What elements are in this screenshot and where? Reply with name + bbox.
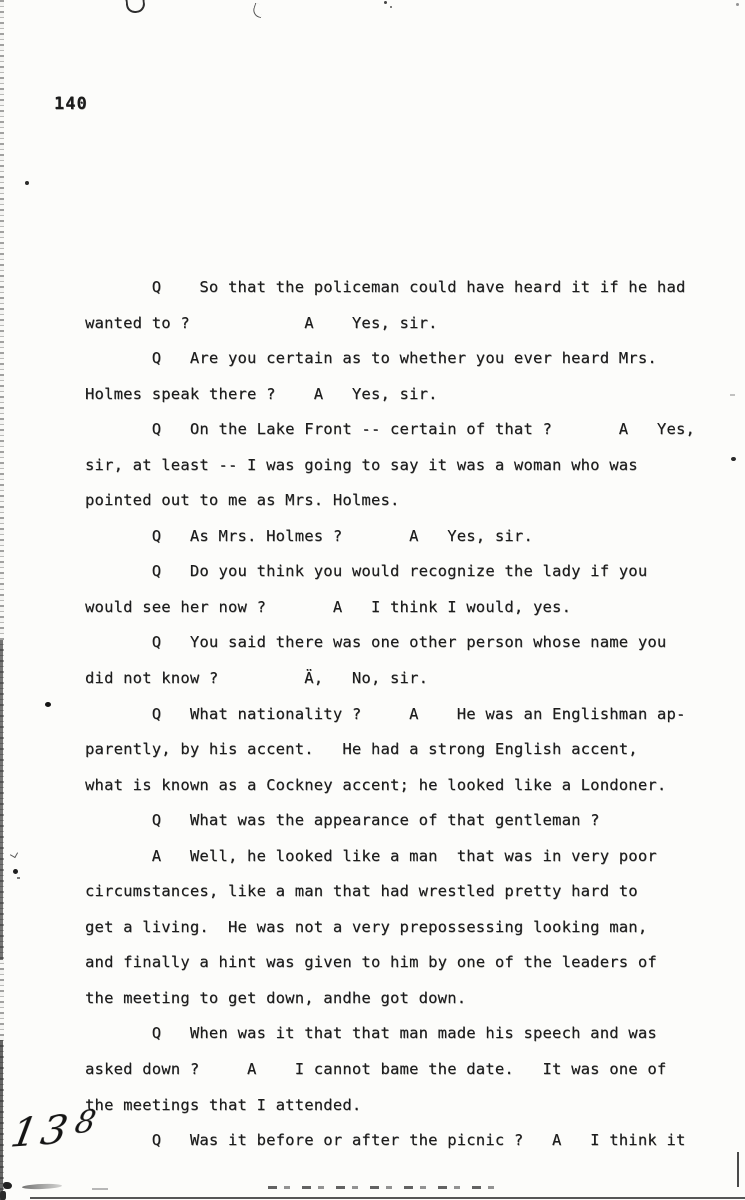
ink-dot-right-margin xyxy=(731,457,736,461)
scan-line-right-margin xyxy=(737,1152,739,1187)
transcript-line: Q On the Lake Front -- certain of that ? A Yes, xyxy=(85,420,696,439)
transcript-line: Q As Mrs. Holmes ? A Yes, sir. xyxy=(85,526,533,545)
ink-mark-left-margin xyxy=(17,877,20,879)
ink-dot-left-margin xyxy=(13,869,18,874)
scan-edge-strip-dark-2 xyxy=(0,1040,3,1200)
faint-dash-bottom xyxy=(92,1188,108,1190)
transcript-line: would see her now ? A I think I would, yes. xyxy=(85,597,572,616)
transcript-line: Holmes speak there ? A Yes, sir. xyxy=(85,384,438,403)
handwritten-page-number xyxy=(7,1104,99,1157)
ink-mark-left-margin xyxy=(10,850,18,858)
transcript-line: Q When was it that that man made his speech and was xyxy=(85,1024,657,1043)
transcript-line: pointed out to me as Mrs. Holmes. xyxy=(85,491,400,510)
transcript-line: Q You said there was one other person whose name you xyxy=(85,633,667,652)
transcript-line: and finally a hint was given to him by one of the leaders of xyxy=(85,953,657,972)
ink-speck xyxy=(384,1,387,4)
ink-smudge-bottom-left xyxy=(22,1183,62,1189)
ink-blob-bottom-left xyxy=(0,1191,6,1200)
transcript-line: the meeting to get down, andhe got down. xyxy=(85,988,467,1007)
transcript-line: the meetings that I attended. xyxy=(85,1095,362,1114)
transcript-line: asked down ? A I cannot bame the date. It was one of xyxy=(85,1060,667,1079)
transcript-line: wanted to ? A Yes, sir. xyxy=(85,313,438,332)
transcript-line: Q So that the policeman could have heard it if he had xyxy=(85,278,686,296)
scan-edge-strip-left xyxy=(0,0,4,1200)
ink-smudge-top-center xyxy=(251,3,265,18)
transcript-line: Q What was the appearance of that gentleman ? xyxy=(85,811,600,830)
transcript-line: get a living. He was not a very prepossessing looking man, xyxy=(85,917,648,936)
dashed-smudge-bottom xyxy=(268,1186,503,1189)
transcript-lines xyxy=(85,270,725,1159)
page-number: 140 xyxy=(54,94,88,114)
transcript-line: did not know ? Ä, No, sir. xyxy=(85,669,429,688)
handwritten-digit-8: 8 xyxy=(72,1104,99,1142)
transcript-line: sir, at least -- I was going to say it was a woman who was xyxy=(85,455,638,474)
ink-smudge-top-left xyxy=(125,0,146,14)
scan-edge-line-bottom xyxy=(30,1197,745,1199)
ink-speck-right-margin xyxy=(730,394,735,396)
transcript-line: Q What nationality ? A He was an Englishman ap- xyxy=(85,704,686,723)
transcript-line: Q Are you certain as to whether you ever heard Mrs. xyxy=(85,349,657,368)
ink-blob-bottom-left xyxy=(3,1182,12,1189)
handwritten-digits-13: 13 xyxy=(7,1106,76,1157)
ink-speck xyxy=(390,6,392,8)
transcript-line: Q Was it before or after the picnic ? A I think it xyxy=(85,1131,686,1150)
scan-edge-strip-dark xyxy=(0,640,3,960)
ink-dot-left-margin xyxy=(45,702,51,707)
transcript-line: what is known as a Cockney accent; he looked like a Londoner. xyxy=(85,775,667,794)
transcript-line: parently, by his accent. He had a strong English accent, xyxy=(85,740,638,759)
ink-dot-left-margin xyxy=(25,181,29,185)
transcript-line: A Well, he looked like a man that was in very poor xyxy=(85,846,657,865)
ink-speck-top-right xyxy=(736,3,739,6)
transcript-line: circumstances, like a man that had wrestled pretty hard to xyxy=(85,882,638,901)
transcript-line: Q Do you think you would recognize the lady if you xyxy=(85,562,648,581)
